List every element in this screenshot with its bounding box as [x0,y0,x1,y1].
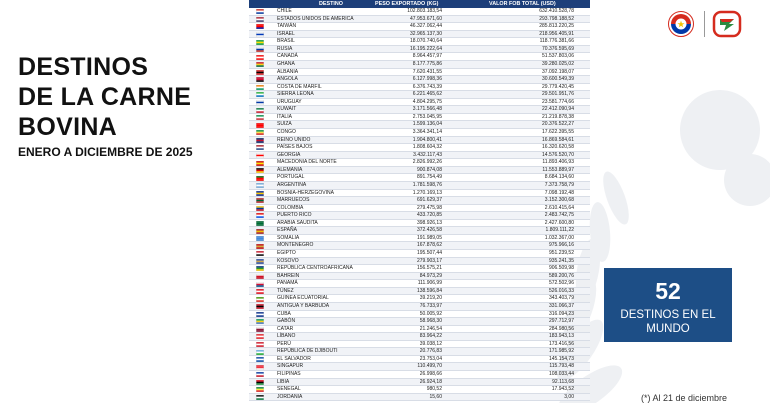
fob-value: 29.501.951,76 [542,91,574,98]
weight-value: 58.968,30 [419,318,442,325]
table-row [249,348,590,356]
flag-icon [256,77,264,82]
weight-value: 16.195.222,64 [410,45,442,52]
fob-value: 7.098.192,48 [544,189,574,196]
country-name: ANGOLA [277,76,298,83]
fob-value: 316.094,23 [548,310,574,317]
weight-value: 156.575,21 [416,265,442,272]
fob-value: 145.154,73 [548,355,574,362]
flag-icon [256,387,264,392]
flag-icon [256,244,264,249]
country-name: RUSIA [277,45,293,52]
table-row [249,220,590,228]
fob-value: 2.427.600,80 [544,219,574,226]
weight-value: 900.874,08 [416,166,442,173]
flag-icon [256,236,264,241]
country-name: ITALIA [277,113,292,120]
fob-value: 7.373.758,79 [544,181,574,188]
country-name: PAÍSES BAJOS [277,144,313,151]
fob-value: 293.798.188,52 [539,15,574,22]
weight-value: 46.327.062,44 [410,23,442,30]
fob-value: 951.239,52 [548,250,574,256]
table-row [249,288,590,296]
weight-value: 279.475,98 [416,204,442,211]
country-name: ESTADOS UNIDOS DE AMERICA [277,15,354,22]
country-name: SINGAPUR [277,363,304,370]
flag-icon [256,70,264,75]
fob-value: 632.410.528,78 [539,8,574,14]
country-name: KUWAIT [277,106,297,113]
weight-value: 23.753,04 [419,355,442,362]
table-row [249,265,590,273]
fob-value: 51.537.803,06 [542,53,574,60]
flag-icon [256,312,264,317]
page-title [18,52,238,142]
fob-value: 118.776.381,66 [539,38,574,45]
fob-value: 92.113,68 [552,378,574,385]
weight-value: 26.998,66 [419,371,442,377]
flag-icon [256,191,264,196]
table-row [249,114,590,122]
table-row [249,144,590,152]
country-name: BAHREIN [277,272,300,279]
table-row [249,61,590,69]
weight-value: 47.953.671,60 [410,15,442,22]
fob-value: 22.412.090,94 [542,106,574,113]
table-row [249,23,590,31]
country-name: PUERTO RICO [277,212,312,219]
logo-divider [704,11,705,37]
title-line: DESTINOS [18,53,149,81]
table-row [249,159,590,167]
country-name: SIERRA LEONA [277,91,314,98]
fob-value: 37.092.198,07 [542,68,574,75]
table-row [249,31,590,39]
table-row [249,356,590,364]
fob-value: 39.280.025,02 [542,60,574,67]
page-subtitle: ENERO A DICIEMBRE DE 2025 [18,145,193,159]
country-name: URUGUAY [277,98,302,105]
fob-value: 2.610.415,64 [544,204,574,211]
table-row [249,333,590,341]
destinations-count: 52 [655,278,681,304]
flag-icon [256,289,264,294]
table-row [249,303,590,311]
country-name: GUINEA ECUATORIAL [277,295,329,302]
government-seal-icon [668,11,694,37]
fob-value: 331.066,37 [548,302,574,309]
flag-icon [256,123,264,128]
table-row [249,197,590,205]
footnote: (*) Al 21 de diciembre [641,393,728,403]
flag-icon [256,198,264,203]
fob-value: 526.016,33 [548,287,574,294]
country-name: ALBANIA [277,68,299,75]
weight-value: 18.070.740,64 [410,38,442,45]
fob-value: 171.985,92 [548,348,574,355]
table-row [249,379,590,387]
flag-icon [256,100,264,105]
table-row [249,273,590,281]
weight-value: 39.038,12 [419,340,442,347]
country-name: LIBIA [277,378,290,385]
table-row [249,129,590,137]
flag-icon [256,108,264,113]
flag-icon [256,319,264,324]
fob-value: 218.956.405,91 [539,30,574,37]
fob-value: 23.581.774,66 [542,98,574,105]
flag-icon [256,365,264,370]
country-name: GABÓN [277,318,296,325]
institution-logo-icon [712,10,742,38]
table-row [249,205,590,213]
fob-value: 115.793,48 [549,363,574,370]
flag-icon [256,342,264,347]
country-name: LÍBANO [277,333,296,340]
country-name: ARABIA SAUDITA [277,219,318,226]
country-name: SUIZA [277,121,292,128]
flag-icon [256,395,264,400]
fob-value: 3,00 [564,393,574,400]
flag-icon [256,55,264,60]
weight-value: 691.629,37 [416,197,442,204]
table-row [249,371,590,379]
table-row [249,174,590,182]
fob-value: 16.320.620,58 [542,144,574,151]
flag-icon [256,372,264,377]
weight-value: 2.826.992,26 [412,159,442,166]
table-row [249,182,590,190]
table-row [249,91,590,99]
flag-icon [256,206,264,211]
table-row [249,69,590,77]
table-row [249,84,590,92]
country-name: MARRUECOS [277,197,310,204]
fob-value: 173.416,56 [548,340,574,347]
country-name: COLOMBIA [277,204,304,211]
destinations-table [249,0,590,403]
country-name: CUBA [277,310,291,317]
fob-value: 975.966,16 [548,242,574,249]
table-row [249,106,590,114]
table-row [249,46,590,54]
country-name: GEORGIA [277,151,301,158]
fob-value: 17.943,52 [551,386,574,393]
flag-icon [256,282,264,287]
flag-icon [256,24,264,29]
table-row [249,235,590,243]
country-name: REPÚBLICA DE DJIBOUTI [277,348,338,355]
flag-icon [256,229,264,234]
table-row [249,242,590,250]
weight-value: 891.754,49 [416,174,442,181]
flag-icon [256,161,264,166]
fob-value: 17.622.395,55 [542,129,574,135]
weight-value: 8.964.457,97 [412,53,442,60]
weight-value: 191.989,05 [416,234,442,241]
country-name: CONGO [277,129,296,135]
flag-icon [256,17,264,22]
country-name: TAIWÁN [277,23,297,30]
country-name: COSTA DE MARFIL [277,83,322,90]
country-name: ESPAÑA [277,227,297,234]
fob-value: 21.219.878,38 [542,113,574,120]
country-name: EL SALVADOR [277,355,311,362]
weight-value: 7.620.431,55 [412,68,442,75]
weight-value: 279.903,17 [416,257,442,264]
flag-icon [256,357,264,362]
country-name: SENEGAL [277,386,301,393]
table-body [249,8,590,401]
column-header-destino: DESTINO [319,1,343,7]
country-name: KOSOVO [277,257,299,264]
table-row [249,121,590,129]
weight-value: 6.127.998,36 [412,76,442,83]
country-name: BRASIL [277,38,295,45]
weight-value: 1.599.136,04 [412,121,442,128]
flag-icon [256,168,264,173]
table-row [249,137,590,145]
column-header-valor: VALOR FOB TOTAL (USD) [489,1,556,7]
weight-value: 398.926,13 [416,219,442,226]
flag-icon [256,85,264,90]
flag-icon [256,327,264,332]
table-row [249,311,590,319]
table-row [249,99,590,107]
fob-value: 2.483.742,75 [544,212,574,219]
table-row [249,250,590,258]
country-name: MACEDONIA DEL NORTE [277,159,337,166]
fob-value: 11.893.406,93 [542,159,574,166]
flag-icon [256,213,264,218]
weight-value: 39.219,20 [419,295,442,302]
fob-value: 3.152.300,68 [544,197,574,204]
table-row [249,280,590,288]
flag-icon [256,380,264,385]
table-row [249,227,590,235]
weight-value: 111.906,99 [417,280,442,287]
country-name: PERÚ [277,340,291,347]
weight-value: 195.507,44 [416,250,442,256]
weight-value: 1.270.169,13 [412,189,442,196]
country-name: ANTIGUA Y BARBUDA [277,302,330,309]
table-row [249,190,590,198]
table-row [249,212,590,220]
weight-value: 167.878,62 [416,242,442,249]
table-row [249,53,590,61]
fob-value: 108.033,44 [548,371,574,377]
fob-value: 343.403,79 [548,295,574,302]
fob-value: 589.200,76 [548,272,574,279]
country-name: TÚNEZ [277,287,294,294]
weight-value: 83.964,22 [419,333,442,340]
flag-icon [256,251,264,256]
country-name: ISRAEL [277,30,295,37]
weight-value: 3.171.566,48 [412,106,442,113]
weight-value: 6.376.743,39 [412,83,442,90]
weight-value: 372.426,58 [416,227,442,234]
fob-value: 14.576.520,70 [542,151,574,158]
flag-icon [256,92,264,97]
table-row [249,386,590,394]
fob-value: 11.553.889,97 [542,166,574,173]
flag-icon [256,259,264,264]
table-header [249,0,590,8]
fob-value: 906.509,98 [548,265,574,272]
country-name: SOMALIA [277,234,300,241]
flag-icon [256,297,264,302]
fob-value: 284.980,56 [548,325,574,332]
weight-value: 3.432.117,43 [413,151,442,158]
flag-icon [256,266,264,271]
table-row [249,8,590,16]
destinations-count-box [604,268,732,342]
flag-icon [256,153,264,158]
flag-icon [256,40,264,45]
flag-icon [256,47,264,52]
flag-icon [256,176,264,181]
country-name: MONTENEGRO [277,242,314,249]
flag-icon [256,130,264,135]
table-row [249,152,590,160]
flag-icon [256,183,264,188]
country-name: REINO UNIDO [277,136,311,143]
weight-value: 76.733,97 [419,302,442,309]
flag-icon [256,350,264,355]
fob-value: 1.809.111,22 [545,227,574,234]
country-name: ALEMANIA [277,166,303,173]
column-header-peso: PESO EXPORTADO (KG) [375,1,439,7]
weight-value: 20.776,83 [419,348,442,355]
weight-value: 1.781.598,76 [412,181,442,188]
flag-icon [256,138,264,143]
country-name: CHILE [277,8,292,14]
title-line: DE LA CARNE [18,83,192,111]
destinations-count-label: DESTINOS EN EL MUNDO [620,309,716,335]
weight-value: 26.924,18 [419,378,442,385]
flag-icon [256,62,264,67]
flag-icon [256,304,264,309]
country-name: CANADÁ [277,53,298,60]
country-name: PANAMÁ [277,280,298,287]
weight-value: 32.965.137,30 [410,30,442,37]
country-name: REPÚBLICA CENTROAFRICANA [277,265,353,272]
fob-value: 572.502,96 [548,280,574,287]
weight-value: 50.005,92 [419,310,442,317]
fob-value: 30.600.549,39 [542,76,574,83]
country-name: GHANA [277,60,295,67]
country-name: CATAR [277,325,294,332]
flag-icon [256,334,264,339]
table-row [249,16,590,24]
fob-value: 285.813.220,25 [539,23,574,30]
weight-value: 433.720,85 [416,212,442,219]
table-row [249,326,590,334]
fob-value: 16.869.584,61 [542,136,574,143]
table-row [249,38,590,46]
fob-value: 20.376.522,27 [542,121,574,128]
fob-value: 183.943,13 [548,333,574,340]
fob-value: 935.241,35 [548,257,574,264]
weight-value: 15,60 [429,393,442,400]
flag-icon [256,221,264,226]
weight-value: 8.177.775,86 [412,60,442,67]
country-name: FILIPINAS [277,371,301,377]
flag-icon [256,115,264,120]
table-row [249,76,590,84]
flag-icon [256,9,264,14]
weight-value: 21.246,54 [419,325,442,332]
fob-value: 1.032.367,00 [544,234,574,241]
weight-value: 84.973,29 [419,272,442,279]
title-line: BOVINA [18,113,118,141]
weight-value: 4.804.295,75 [412,98,442,105]
fob-value: 70.376.595,69 [542,45,574,52]
fob-value: 8.684.134,60 [544,174,574,181]
flag-icon [256,145,264,150]
fob-value: 297.712,97 [548,318,574,325]
country-name: BOSNIA-HERZEGOVINA [277,189,334,196]
logos [668,8,758,40]
weight-value: 980,52 [426,386,442,393]
flag-icon [256,32,264,37]
country-name: JORDANIA [277,393,303,400]
weight-value: 2.753.045,95 [412,113,442,120]
table-row [249,258,590,266]
weight-value: 102.803.183,54 [407,8,442,14]
country-name: PORTUGAL [277,174,305,181]
weight-value: 110.499,70 [417,363,442,370]
country-name: EGIPTO [277,250,296,256]
weight-value: 138.596,84 [416,287,442,294]
table-row [249,394,590,402]
weight-value: 6.221.465,62 [412,91,442,98]
table-row [249,167,590,175]
country-name: ARGENTINA [277,181,307,188]
table-row [249,295,590,303]
flag-icon [256,274,264,279]
fob-value: 29.779.420,45 [542,83,574,90]
weight-value: 3.364.341,14 [412,129,442,135]
table-row [249,318,590,326]
table-row [249,363,590,371]
weight-value: 1.904.800,41 [412,136,442,143]
weight-value: 1.808.604,32 [412,144,442,151]
